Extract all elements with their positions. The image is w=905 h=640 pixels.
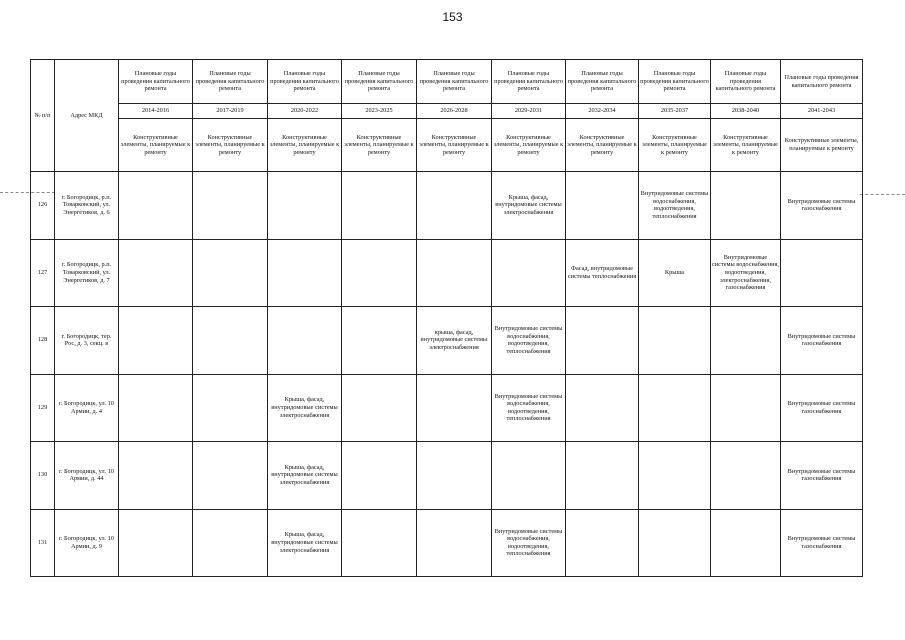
period-years: 2020-2022: [268, 104, 342, 119]
repair-cell: [342, 239, 417, 307]
repair-cell: Внутридомовые системы газоснабжения: [781, 509, 863, 577]
repair-cell: [268, 239, 342, 307]
row-number: 129: [31, 374, 55, 442]
period-years: 2026-2028: [417, 104, 492, 119]
repair-cell: Внутридомовые системы водоснабжения, водоотведения, теплоснабжения: [492, 374, 566, 442]
repair-cell: [639, 307, 711, 375]
repair-cell: [566, 172, 639, 240]
row-address: г. Богородицк, тер. Рос, д. 3, секц. в: [55, 307, 119, 375]
repair-cell: Внутридомовые системы водоснабжения, водоотведения, теплоснабжения: [492, 307, 566, 375]
row-number: 131: [31, 509, 55, 577]
repair-cell: [566, 307, 639, 375]
period-years: 2014-2016: [119, 104, 193, 119]
repair-cell: [193, 509, 268, 577]
period-header: Плановые годы проведения капитального ремонта: [342, 60, 417, 104]
table-row: [31, 239, 863, 307]
capital-repair-table: [30, 59, 863, 577]
period-header: Плановые годы проведения капитального ремонта: [492, 60, 566, 104]
row-address: г. Богородицк, ул. 10 Армии, д. 44: [55, 442, 119, 510]
period-header: Плановые годы проведения капитального ремонта: [566, 60, 639, 104]
repair-cell: [342, 509, 417, 577]
repair-cell: [781, 239, 863, 307]
repair-cell: Внутридомовые системы газоснабжения: [781, 442, 863, 510]
table-row: [31, 442, 863, 510]
period-subheader: Конструктивные элементы, планируемые к ремонту: [193, 119, 268, 172]
repair-cell: [566, 509, 639, 577]
period-subheader: Конструктивные элементы, планируемые к ремонту: [711, 119, 781, 172]
repair-cell: [711, 374, 781, 442]
repair-cell: крыша, фасад, внутридомовые системы электроснабжения: [417, 307, 492, 375]
period-subheader: Конструктивные элементы, планируемые к ремонту: [566, 119, 639, 172]
repair-cell: Внутридомовые системы водоснабжения, водоотведения, теплоснабжения: [492, 509, 566, 577]
repair-cell: [268, 172, 342, 240]
period-header: Плановые годы проведения капитального ремонта: [639, 60, 711, 104]
repair-cell: [193, 239, 268, 307]
period-subheader: Конструктивные элементы, планируемые к ремонту: [268, 119, 342, 172]
repair-cell: [711, 509, 781, 577]
page-number: 153: [442, 10, 463, 24]
repair-cell: Крыша: [639, 239, 711, 307]
repair-cell: [119, 307, 193, 375]
header-number: № п/п: [31, 60, 55, 172]
repair-cell: [711, 172, 781, 240]
repair-cell: [193, 172, 268, 240]
period-years: 2029-2031: [492, 104, 566, 119]
repair-cell: [119, 374, 193, 442]
table-row: [31, 374, 863, 442]
row-number: 130: [31, 442, 55, 510]
repair-cell: Крыша, фасад, внутридомовые системы электроснабжения: [268, 374, 342, 442]
repair-cell: [342, 307, 417, 375]
repair-cell: [193, 442, 268, 510]
period-years: 2035-2037: [639, 104, 711, 119]
repair-cell: Крыша, фасад, внутридомовые системы электроснабжения: [268, 442, 342, 510]
period-header: Плановые годы проведения капитального ремонта: [193, 60, 268, 104]
repair-cell: [119, 442, 193, 510]
row-address: г. Богородицк, р.п. Товарковский, ул. Энергетиков, д. 7: [55, 239, 119, 307]
repair-cell: [711, 442, 781, 510]
row-number: 128: [31, 307, 55, 375]
period-subheader: Конструктивные элементы, планируемые к ремонту: [417, 119, 492, 172]
period-years: 2041-2043: [781, 104, 863, 119]
repair-cell: [417, 374, 492, 442]
period-subheader: Конструктивные элементы, планируемые к ремонту: [639, 119, 711, 172]
period-header: Плановые годы проведения капитального ремонта: [268, 60, 342, 104]
repair-cell: Внутридомовые системы газоснабжения: [781, 172, 863, 240]
row-address: г. Богородицк, ул. 10 Армии, д. 4: [55, 374, 119, 442]
repair-cell: Внутридомовые системы газоснабжения: [781, 374, 863, 442]
period-years: 2023-2025: [342, 104, 417, 119]
repair-cell: Фасад, внутридомовые системы теплоснабжения: [566, 239, 639, 307]
repair-cell: [417, 509, 492, 577]
repair-cell: Крыша, фасад, внутридомовые системы электроснабжения: [492, 172, 566, 240]
repair-cell: [268, 307, 342, 375]
repair-cell: [566, 442, 639, 510]
repair-cell: [119, 509, 193, 577]
period-subheader: Конструктивные элементы, планируемые к ремонту: [342, 119, 417, 172]
period-header: Плановые годы проведения капитального ремонта: [417, 60, 492, 104]
table-row: [31, 172, 863, 240]
table-row: [31, 307, 863, 375]
repair-cell: [639, 442, 711, 510]
repair-cell: Внутридомовые системы газоснабжения: [781, 307, 863, 375]
repair-cell: [193, 307, 268, 375]
period-years: 2032-2034: [566, 104, 639, 119]
header-address: Адрес МКД: [55, 60, 119, 172]
period-header: Плановые годы проведения капитального ремонта: [119, 60, 193, 104]
repair-cell: [417, 172, 492, 240]
period-header: Плановые годы проведения капитального ремонта: [711, 60, 781, 104]
row-number: 126: [31, 172, 55, 240]
period-subheader: Конструктивные элементы, планируемые к ремонту: [781, 119, 863, 172]
row-number: 127: [31, 239, 55, 307]
repair-cell: [711, 307, 781, 375]
repair-cell: [342, 172, 417, 240]
repair-cell: Внутридомовые системы водоснабжения, водоотведения, теплоснабжения: [639, 172, 711, 240]
table-row: [31, 509, 863, 577]
row-address: г. Богородицк, р.п. Товарковский, ул. Энергетиков, д. 6: [55, 172, 119, 240]
repair-cell: [342, 374, 417, 442]
repair-cell: [492, 442, 566, 510]
repair-cell: [119, 239, 193, 307]
row-address: г. Богородицк, ул. 10 Армии, д. 9: [55, 509, 119, 577]
scan-dash-line-right: [860, 194, 905, 195]
repair-cell: Внутридомовые системы водоснабжения, водоотведения, электроснабжения, газоснабжения: [711, 239, 781, 307]
repair-cell: [342, 442, 417, 510]
repair-cell: Крыша, фасад, внутридомовые системы электроснабжения: [268, 509, 342, 577]
period-header: Плановые годы проведения капитального ремонта: [781, 60, 863, 104]
period-subheader: Конструктивные элементы, планируемые к ремонту: [119, 119, 193, 172]
period-years: 2038-2040: [711, 104, 781, 119]
repair-cell: [417, 442, 492, 510]
repair-cell: [566, 374, 639, 442]
repair-cell: [417, 239, 492, 307]
period-years: 2017-2019: [193, 104, 268, 119]
repair-cell: [119, 172, 193, 240]
repair-cell: [639, 509, 711, 577]
repair-cell: [193, 374, 268, 442]
repair-cell: [639, 374, 711, 442]
repair-cell: [492, 239, 566, 307]
period-subheader: Конструктивные элементы, планируемые к ремонту: [492, 119, 566, 172]
